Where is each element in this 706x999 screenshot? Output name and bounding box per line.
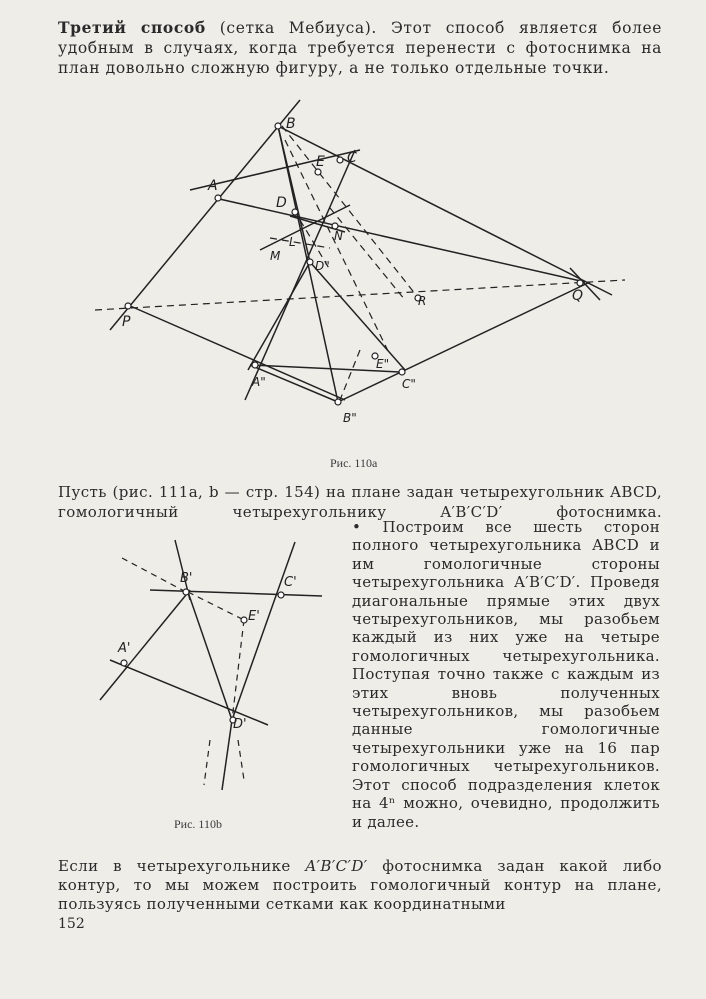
label-C2: C" — [402, 377, 416, 391]
label-R: R — [418, 294, 427, 308]
label-C: C — [347, 150, 357, 166]
figure-110b — [92, 535, 332, 795]
body-paragraph-tail: Если в четырехугольнике A′B′C′D′ фотоснимка задан какой либо контур, то мы можем построить гомологичный контур на плане, пользуясь полученными сетками как координатными — [58, 857, 662, 913]
intro-paragraph — [58, 18, 662, 78]
body-right-column: • Построим все шесть сторон полного четырехугольника ABCD и им гомологичные стороны четырехугольника A′B′C′D′. Проведя диагональные прямые этих двух четырехугольников, мы разобьем каждый из них уже на четыре гомологичных четырехугольника. Поступая точно также с каждым из этих вновь полученных четырехугольников, мы разобьем данные гомологичные четырехугольники уже на 16 пар гомологичных четырехугольников. Этот способ подразделения клеток на 4ⁿ можно, очевидно, продолжить и далее. — [352, 518, 660, 831]
label-E2: E" — [376, 357, 390, 371]
label-P: P — [122, 314, 131, 330]
label-A2: A" — [252, 375, 266, 389]
label-N: N — [334, 229, 343, 243]
intro-text: (сетка Мебиуса). Этот способ является более удобным в случаях, когда требуется перенести с фотоснимка на план довольно сложную фигуру, а не только отдельные точки. — [58, 19, 663, 77]
body-paragraph-1: Пусть (рис. 111а, b — стр. 154) на плане задан четырехугольник ABCD, гомологичный четырехугольнику A′B′C′D′ фотоснимка. — [58, 483, 662, 521]
label-E: E — [316, 154, 325, 170]
label-D: D — [276, 195, 287, 211]
label-D2: D" — [315, 259, 330, 273]
label-L: L — [289, 235, 296, 249]
figure-110a — [80, 95, 640, 445]
label-A: A — [208, 178, 218, 194]
label-Q: Q — [572, 288, 584, 304]
label-B2: B" — [343, 411, 357, 425]
caption-110a: Рис. 110а — [330, 456, 378, 470]
label-M: M — [270, 249, 281, 263]
label-E-prime: E' — [248, 609, 260, 624]
method-title: Третий способ — [58, 18, 206, 37]
label-A-prime: A' — [118, 641, 131, 656]
page-number: 152 — [58, 916, 85, 932]
label-B-prime: B' — [180, 571, 193, 586]
label-B: B — [286, 116, 296, 132]
label-D-prime: D' — [233, 717, 247, 732]
caption-110b: Рис. 110b — [174, 817, 222, 831]
label-C-prime: C' — [284, 575, 297, 590]
